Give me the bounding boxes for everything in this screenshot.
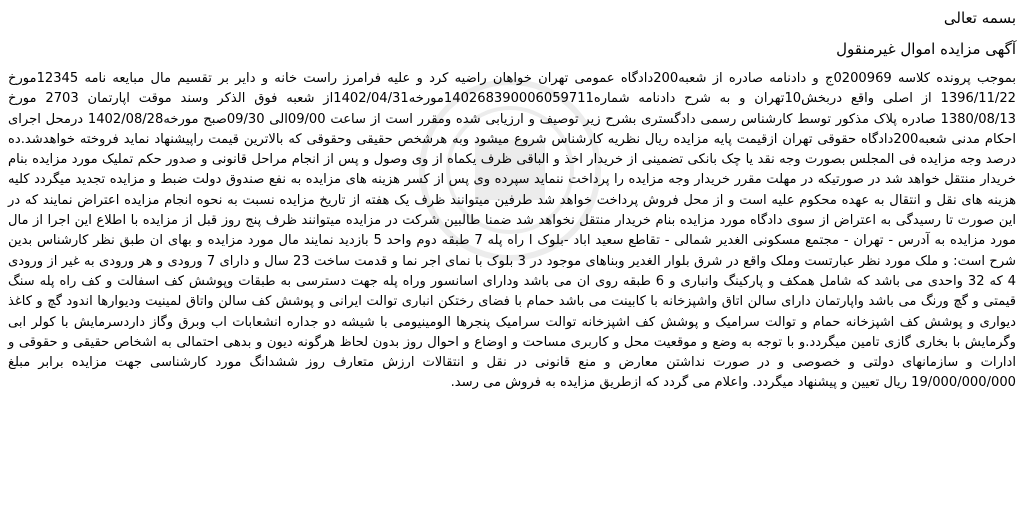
document-subtitle: آگهی مزایده اموال غیرمنقول — [836, 40, 1016, 58]
document-title: بسمه تعالی — [943, 9, 1016, 27]
document-body: بموجب پرونده کلاسه 0200969ج و دادنامه صادره از شعبه200دادگاه عمومی تهران خواهان راضیه کرد و علیه فرامرز راست خانه و دایر بر تقسیم مال مبایعه نامه 12345مورخ 1396/11/22 از اصلی واقع دربخش10تهران و به شرح دادنامه شماره140268390006059711مورخه1402/04/31از شعبه فوق الذکر وسند موقت اپارتمان 2703 مورخ 1380/08/13 صادره پلاک مذکور توسط کارشناس رسمی دادگستری بشرح زیر توصیف و ارزیابی شده ومقرر است از ساعت 09/00الی 09/30صبح مورخه1402/08/28 درمحل اجرای احکام مدنی شعبه200دادگاه حقوقی تهران ازقیمت پایه مزایده ریال نظریه کارشناس شروع میشود وبه هرشخص حقیقی وحقوقی که بالاترین قیمت راپیشنهاد نماید فروخته خواهدشد.ده درصد وجه مزایده فی المجلس بصورت وجه نقد یا چک بانکی تضمینی از خریدار اخذ و الباقی ظرف یکماه از وی وصول و پس از انجام مراحل قانونی و صدور حکم تملیک مورد مزایده بنام خریدار منتقل خواهد شد در صورتیکه در مهلت مقرر خریدار وجه مزایده را پرداخت ننماید سپرده وی پس از کسر هزینه های مزایده به نفع صندوق دولت ضبط و مزایده تجدید میگردد کلیه هزینه های نقل و انتقال به عهده محکوم علیه است و از محل فروش پرداخت خواهد شد طرفین میتوانند ظرف یک هفته از تاریخ مزایده نسبت به نحوه انجام مزایده اعتراض نمایند که در این صورت تا رسیدگی به اعتراض از سوی دادگاه مورد مزایده بنام خریدار منتقل نخواهد شد ضمنا طالبین شرکت در مزایده میتوانند ظرف پنج روز قبل از مزایده با اطلاع این اجرا از مال مورد مزایده به آدرس - تهران - مجتمع مسکونی الغدیر شمالی - تقاطع سعید اباد -بلوک ا راه پله 7 طبقه دوم واحد 5 بازدید نمایند مال مورد مزایده و بهای ان طبق نظر کارشناس بدین شرح است: و ملک مورد نظر عبارتست وملک واقع در شرق بلوار الغدیر وبناهای موجود در 3 بلوک با نمای اجر نما و قدمت ساخت 23 سال و دارای 7 ورودی و هر ورودی به غیر از ورودی 4 که 32 واحدی می باشد که شامل همکف و پارکینگ وانباری و 6 طبقه روی ان می باشد ودارای اسانسور وراه پله جهت دسترسی به طبقات وپوشش کف اسفالت و کف راه پله سنگ قیمتی و گچ ورنگ می باشد واپارتمان دارای سالن اتاق واشپزخانه با کابینت می باشد حمام با فضای رختکن انباری توالت ایرانی و پوشش کف سالن واتاق لمینیت ودیوارها اندود گچ و کاغذ دیواری و پوشش کف اشپزخانه حمام و توالت سرامیک و پوشش کف اشپزخانه توالت سرامیک پنجرها الومینیومی با شیشه دو جداره انشعابات اب وبرق وگاز داردسرمایش با کولر ابی وگرمایش با بخاری گازی تامین میگردد.و با توجه به وضع و موقعیت محل و کاربری مساحت و اوضاع و احوال روز بدون لحاظ هرگونه دیون و بدهی احتمالی به اشخاص حقیقی و حقوقی و ادارات و سازمانهای دولتی و خصوصی و در صورت نداشتن معارض و منع قانونی در نقل و انتقالات ارزش متعارف روز ششدانگ مورد کارشناسی جهت مزایده برابر مبلغ 19/000/000/000 ریال تعیین و پیشنهاد میگردد. واعلام می گردد که ازطریق مزایده به فروش می رسد. — [8, 71, 1017, 391]
